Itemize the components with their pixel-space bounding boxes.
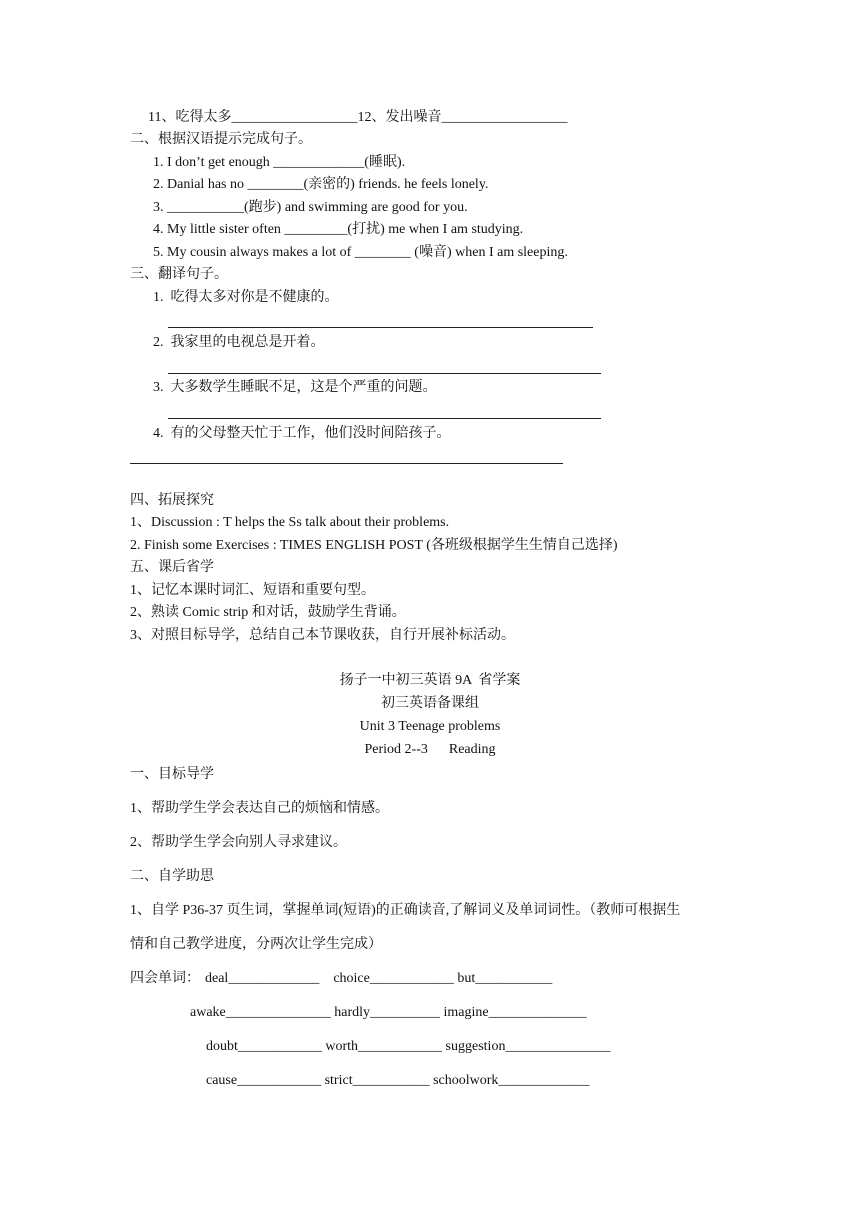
- sentence-item: 2. Danial has no ________(亲密的) friends. he feels lonely.: [153, 177, 489, 192]
- vocab-row: cause____________ strict___________ schoolwork_____________: [206, 1073, 590, 1088]
- period-title: Period 2--3 Reading: [364, 742, 496, 757]
- after-class-item: 3、对照目标导学，总结自己本节课收获，自行开展补标活动。: [130, 628, 515, 643]
- section-heading: 二、根据汉语提示完成句子。: [130, 132, 312, 147]
- sentence-item: 3. ___________(跑步) and swimming are good for you.: [153, 200, 468, 215]
- section-heading: 三、翻译句子。: [130, 267, 228, 282]
- extension-item: 1、Discussion : T helps the Ss talk about their problems.: [130, 515, 450, 530]
- answer-line: [130, 463, 563, 464]
- translate-item: 4. 有的父母整天忙于工作，他们没时间陪孩子。: [153, 426, 451, 441]
- extension-item: 2. Finish some Exercises : TIMES ENGLISH POST (各班级根据学生生情自己选择): [130, 538, 618, 553]
- vocab-row: deal_____________ choice____________ but___________: [205, 971, 553, 986]
- unit-title: Unit 3 Teenage problems: [359, 719, 501, 734]
- sentence-item: 1. I don’t get enough _____________(睡眠).: [153, 155, 406, 170]
- answer-line: [168, 327, 593, 328]
- objective-item: 2、帮助学生学会向别人寻求建议。: [130, 835, 347, 850]
- sentence-item: 5. My cousin always makes a lot of ________ (噪音) when I am sleeping.: [153, 245, 568, 260]
- group-title: 初三英语备课组: [381, 696, 479, 711]
- section-heading: 一、目标导学: [130, 767, 214, 782]
- after-class-item: 2、熟读 Comic strip 和对话，鼓励学生背诵。: [130, 605, 406, 620]
- answer-line: [168, 418, 601, 419]
- sentence-item: 4. My little sister often _________(打扰) me when I am studying.: [153, 222, 524, 237]
- exercise-line-11-12: 11、吃得太多__________________12、发出噪音__________________: [148, 110, 568, 125]
- section-heading: 五、课后省学: [130, 560, 214, 575]
- vocab-row: doubt____________ worth____________ suggestion_______________: [206, 1039, 611, 1054]
- translate-item: 1. 吃得太多对你是不健康的。: [153, 290, 339, 305]
- answer-line: [168, 373, 601, 374]
- section-heading: 四、拓展探究: [130, 493, 214, 508]
- translate-item: 2. 我家里的电视总是开着。: [153, 335, 325, 350]
- vocab-label: 四会单词：: [130, 971, 200, 986]
- self-study-paragraph: 1、自学 P36-37 页生词，掌握单词(短语)的正确读音,了解词义及单词词性。（教师可根据生: [130, 903, 681, 918]
- section-heading: 二、自学助思: [130, 869, 214, 884]
- objective-item: 1、帮助学生学会表达自己的烦恼和情感。: [130, 801, 389, 816]
- self-study-paragraph-cont: 情和自己教学进度，分两次让学生完成）: [130, 937, 382, 952]
- after-class-item: 1、记忆本课时词汇、短语和重要句型。: [130, 583, 375, 598]
- school-title: 扬子一中初三英语 9A 省学案: [339, 673, 521, 688]
- vocab-row: awake_______________ hardly__________ imagine______________: [190, 1005, 587, 1020]
- translate-item: 3. 大多数学生睡眠不足，这是个严重的问题。: [153, 380, 437, 395]
